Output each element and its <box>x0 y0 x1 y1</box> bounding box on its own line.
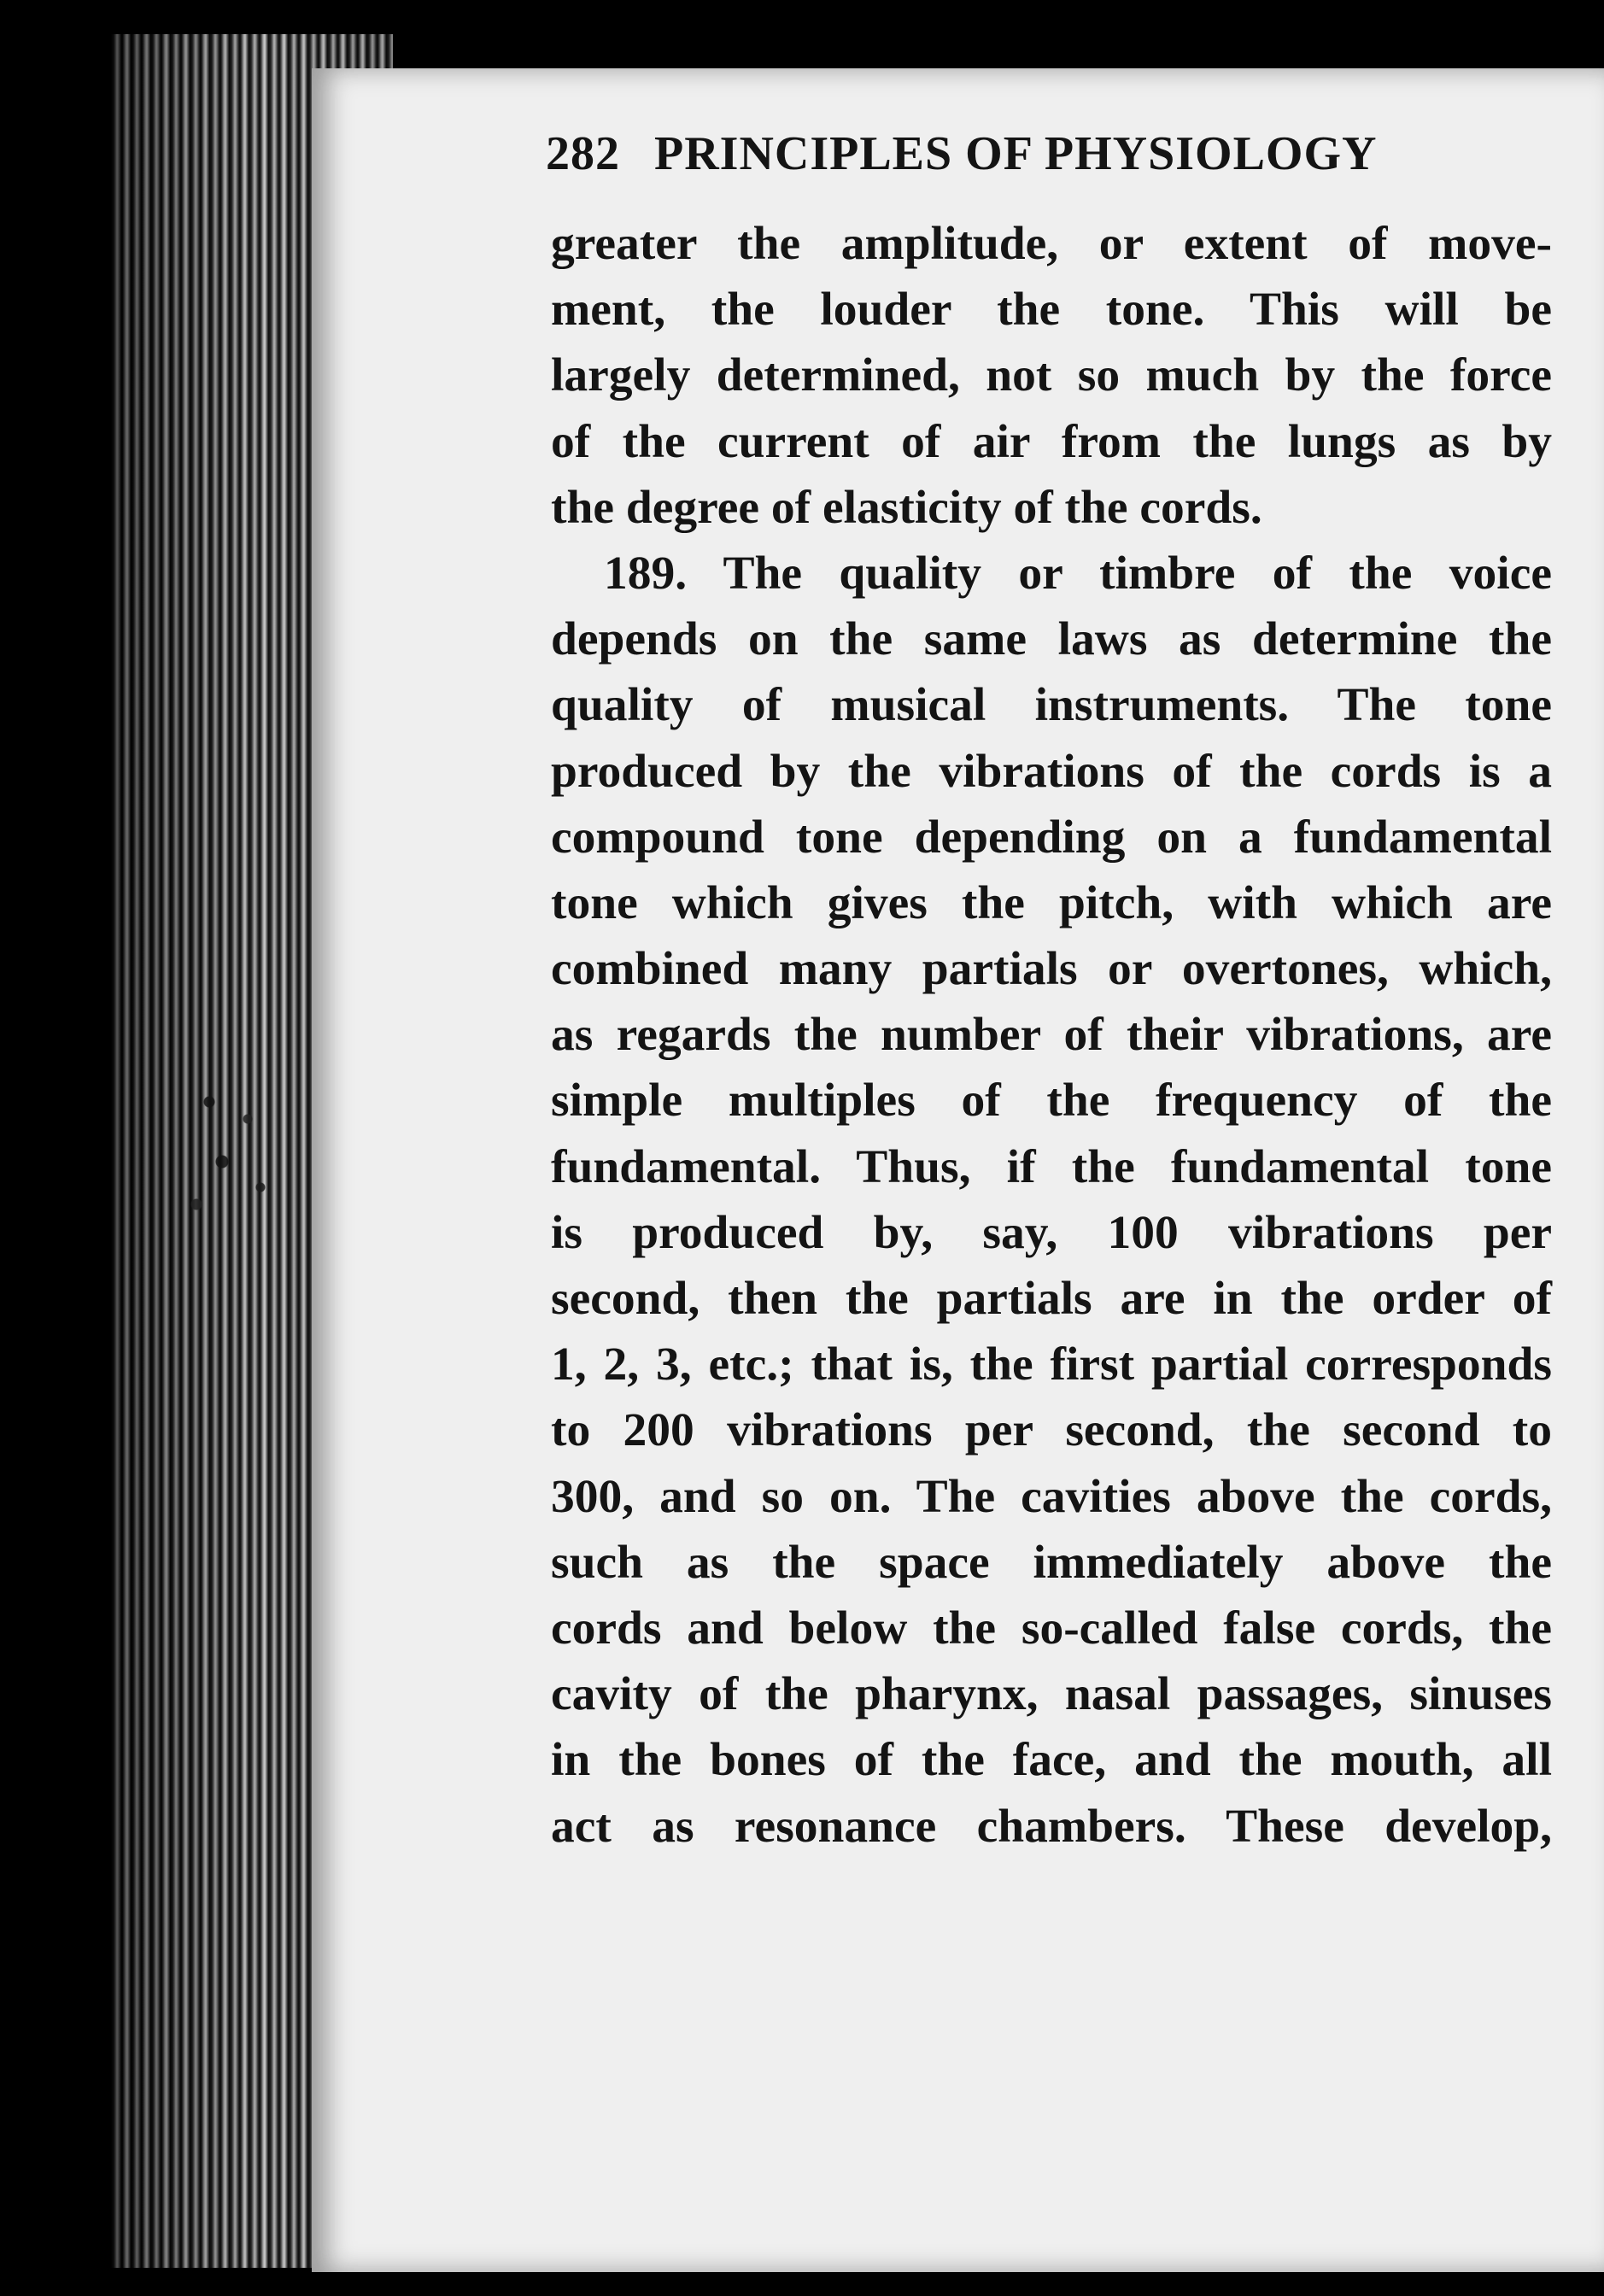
text-line: combined many partials or overtones, which, <box>551 943 1552 996</box>
text-line: act as resonance chambers. These develop, <box>551 1800 1552 1853</box>
text-line: of the current of air from the lungs as by <box>551 415 1552 468</box>
text-line: is produced by, say, 100 vibrations per <box>551 1206 1552 1259</box>
text-line: 1, 2, 3, etc.; that is, the first partial corresponds <box>551 1338 1552 1391</box>
page-text-block <box>546 121 1552 1860</box>
text-line: fundamental. Thus, if the fundamental tone <box>551 1140 1552 1193</box>
text-line: such as the space immediately above the <box>551 1536 1552 1589</box>
book-page <box>312 68 1604 2272</box>
text-line: simple multiples of the frequency of the <box>551 1075 1552 1128</box>
text-line: second, then the partials are in the order of <box>551 1273 1552 1325</box>
text-line: largely determined, not so much by the force <box>551 349 1552 402</box>
text-line: tone which gives the pitch, with which are <box>551 876 1552 929</box>
text-line: as regards the number of their vibrations, are <box>551 1009 1552 1062</box>
text-line: cavity of the pharynx, nasal passages, sinuses <box>551 1668 1552 1721</box>
paragraph <box>551 211 1552 541</box>
text-line: quality of musical instruments. The tone <box>551 679 1552 732</box>
running-head <box>546 121 1552 211</box>
text-line: to 200 vibrations per second, the second to <box>551 1404 1552 1457</box>
text-line: compound tone depending on a fundamental <box>551 811 1552 864</box>
text-line: produced by the vibrations of the cords is a <box>551 745 1552 798</box>
text-line: depends on the same laws as determine the <box>551 613 1552 666</box>
page-edge-stain <box>171 1068 299 1239</box>
paragraph <box>551 541 1552 1860</box>
text-line: ment, the louder the tone. This will be <box>551 284 1552 337</box>
text-line: cords and below the so-called false cords, the <box>551 1602 1552 1655</box>
page-number: 282 <box>546 127 620 180</box>
text-line: the degree of elasticity of the cords. <box>551 481 1262 534</box>
book-title: PRINCIPLES OF PHYSIOLOGY <box>654 127 1378 180</box>
text-line: in the bones of the face, and the mouth, all <box>551 1734 1552 1787</box>
text-line: 300, and so on. The cavities above the cords, <box>551 1470 1552 1523</box>
text-line: 189. The quality or timbre of the voice <box>604 547 1552 600</box>
text-line: greater the amplitude, or extent of move- <box>551 218 1552 270</box>
